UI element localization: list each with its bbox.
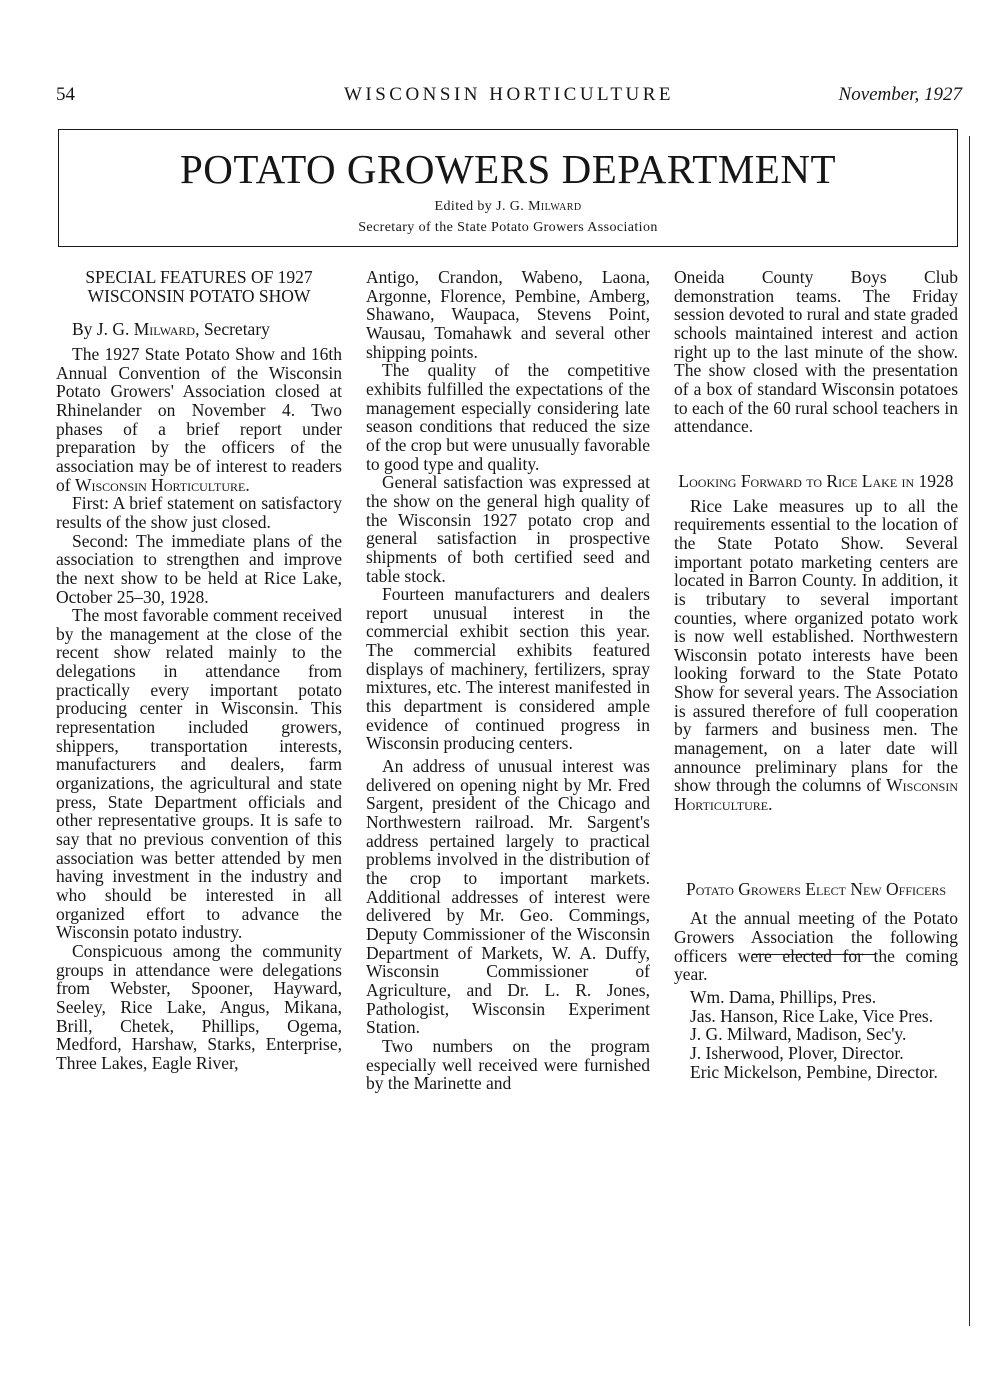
department-header-box (58, 129, 958, 247)
running-head (56, 80, 962, 110)
page-number: 54 (56, 84, 75, 105)
column-2 (366, 268, 650, 1093)
paragraph (674, 497, 958, 814)
edited-by-prefix: Edited by J. G. (434, 199, 525, 214)
officer-entry: Wm. Dama, Phillips, Pres. (690, 987, 877, 1007)
paragraph: At the annual meeting of the Potato Growers Association the following officers were elected for the coming year. (674, 908, 958, 985)
paragraph: The quality of the competitive exhibits fulfilled the expectations of the management especially considering late season conditions that reduced the size of the crop but were unusually favorable to good type and quality. (366, 360, 650, 474)
officer-entry: Eric Mickelson, Pembine, Director. (690, 1061, 938, 1082)
paragraph-text: The 1927 State Potato Show and 16th Annual Convention of the Wisconsin Potato Growers' Association closed at Rhinelander on November 4. Two phases of a brief report under preparation by the officers of the association may be of interest to readers of (56, 343, 342, 495)
paragraph (56, 345, 342, 494)
department-title: POTATO GROWERS DEPARTMENT (180, 146, 836, 192)
paragraph: Second: The immediate plans of the association to strengthen and improve the next show to be held at Rice Lake, October 25–30, 1928. (56, 530, 342, 607)
department-editor-line (59, 197, 957, 217)
article-headline: Potato Growers Elect New Officers (686, 878, 946, 899)
column-3 (674, 268, 958, 1081)
paragraph: General satisfaction was expressed at the show on the general high quality of the Wisconsin 1927 potato crop and general satisfaction in prospective shipments of both certified seed and table stock. (366, 472, 650, 586)
journal-title: WISCONSIN HORTICULTURE (343, 84, 675, 105)
paragraph: Two numbers on the program especially well received were furnished by the Marinette and (366, 1035, 650, 1094)
officer-entry: Jas. Hanson, Rice Lake, Vice Pres. (690, 1005, 934, 1026)
journal-name: Wisconsin Horticulture (74, 474, 246, 495)
byline-name: Milward (133, 319, 196, 340)
column-1 (56, 268, 342, 1073)
paragraph: Oneida County Boys Club demonstration teams. The Friday session devoted to rural and state graded schools maintained interest and action right up to the last minute of the show. The show closed with the presentation of a box of standard Wisconsin potatoes to each of the 60 rural school teachers in attendance. (674, 267, 958, 437)
officer-entry: J. G. Milward, Madison, Sec'y. (690, 1024, 907, 1045)
byline-suffix: , Secretary (195, 319, 270, 340)
issue-date: November, 1927 (838, 84, 962, 105)
paragraph: Fourteen manufacturers and dealers report unusual interest in the commercial exhibit section this year. The commercial exhibits featured displays of machinery, fertilizers, spray mixtures, etc. The interest manifested in this department is considered ample evidence of continued progress in Wisconsin producing centers. (366, 584, 650, 754)
journal-name: Wisconsin Horticulture (674, 775, 959, 815)
section-divider (752, 954, 876, 955)
paragraph: An address of unusual interest was delivered on opening night by Mr. Fred Sargent, president of the Chicago and Northwestern railroad. Mr. Sargent's address pertained largely to practical problems involved in the distribution of the crop to important markets. Additional addresses of interest were delivered by Mr. Geo. Commings, Deputy Commissioner of the Wisconsin Department of Markets, W. A. Duffy, Wisconsin Commissioner of Agriculture, and Dr. L. R. Jones, Pathologist, Wisconsin Experiment Station. (366, 756, 650, 1038)
paragraph: The most favorable comment received by the management at the close of the recent show related mainly to the delegations in attendance from practically every important potato producing center in Wisconsin. This representation included growers, shippers, transportation interests, manufacturers and dealers, farm organizations, the agricultural and state press, State Department officials and other representative groups. It is safe to say that no previous convention of this association was better attended by men having investment in the industry and who should be interested in all organized effort to advance the Wisconsin potato industry. (56, 605, 342, 943)
department-editor-role: Secretary of the State Potato Growers Association (358, 220, 658, 235)
editor-surname: Milward (528, 199, 582, 214)
paragraph-text: Rice Lake measures up to all the requirements essential to the location of the State Potato Show. Several important potato marketing centers are located in Barron County. In addition, it is tributary to several important counties, where organized potato work is now well established. Northwestern Wisconsin potato interests have been looking forward to the State Potato Show for several years. The Association is assured therefore of full cooperation by farmers and business men. The management, on a later date will announce preliminary plans for the show through the columns of (674, 495, 958, 796)
byline-prefix: By J. G. (72, 319, 130, 340)
page-edge-rule (969, 136, 970, 1326)
paragraph: Conspicuous among the community groups in attendance were delegations from Webster, Spooner, Hayward, Seeley, Rice Lake, Angus, Mikana, Brill, Chetek, Phillips, Ogema, Medford, Harshaw, Starks, Enterprise, Three Lakes, Eagle River, (56, 940, 342, 1073)
paragraph-end: . (768, 794, 773, 815)
article-byline (56, 320, 342, 339)
article-headline: SPECIAL FEATURES OF 1927 WISCONSIN POTATO SHOW (85, 267, 313, 306)
paragraph-end: . (245, 474, 250, 495)
paragraph: Antigo, Crandon, Wabeno, Laona, Argonne, Florence, Pembine, Amberg, Shawano, Waupaca, Stevens Point, Wausau, Tomahawk and several other shipping points. (366, 267, 650, 362)
officer-entry: J. Isherwood, Plover, Director. (690, 1042, 904, 1063)
article-headline: Looking Forward to Rice Lake in 1928 (678, 470, 954, 491)
paragraph: First: A brief statement on satisfactory results of the show just closed. (56, 493, 342, 532)
